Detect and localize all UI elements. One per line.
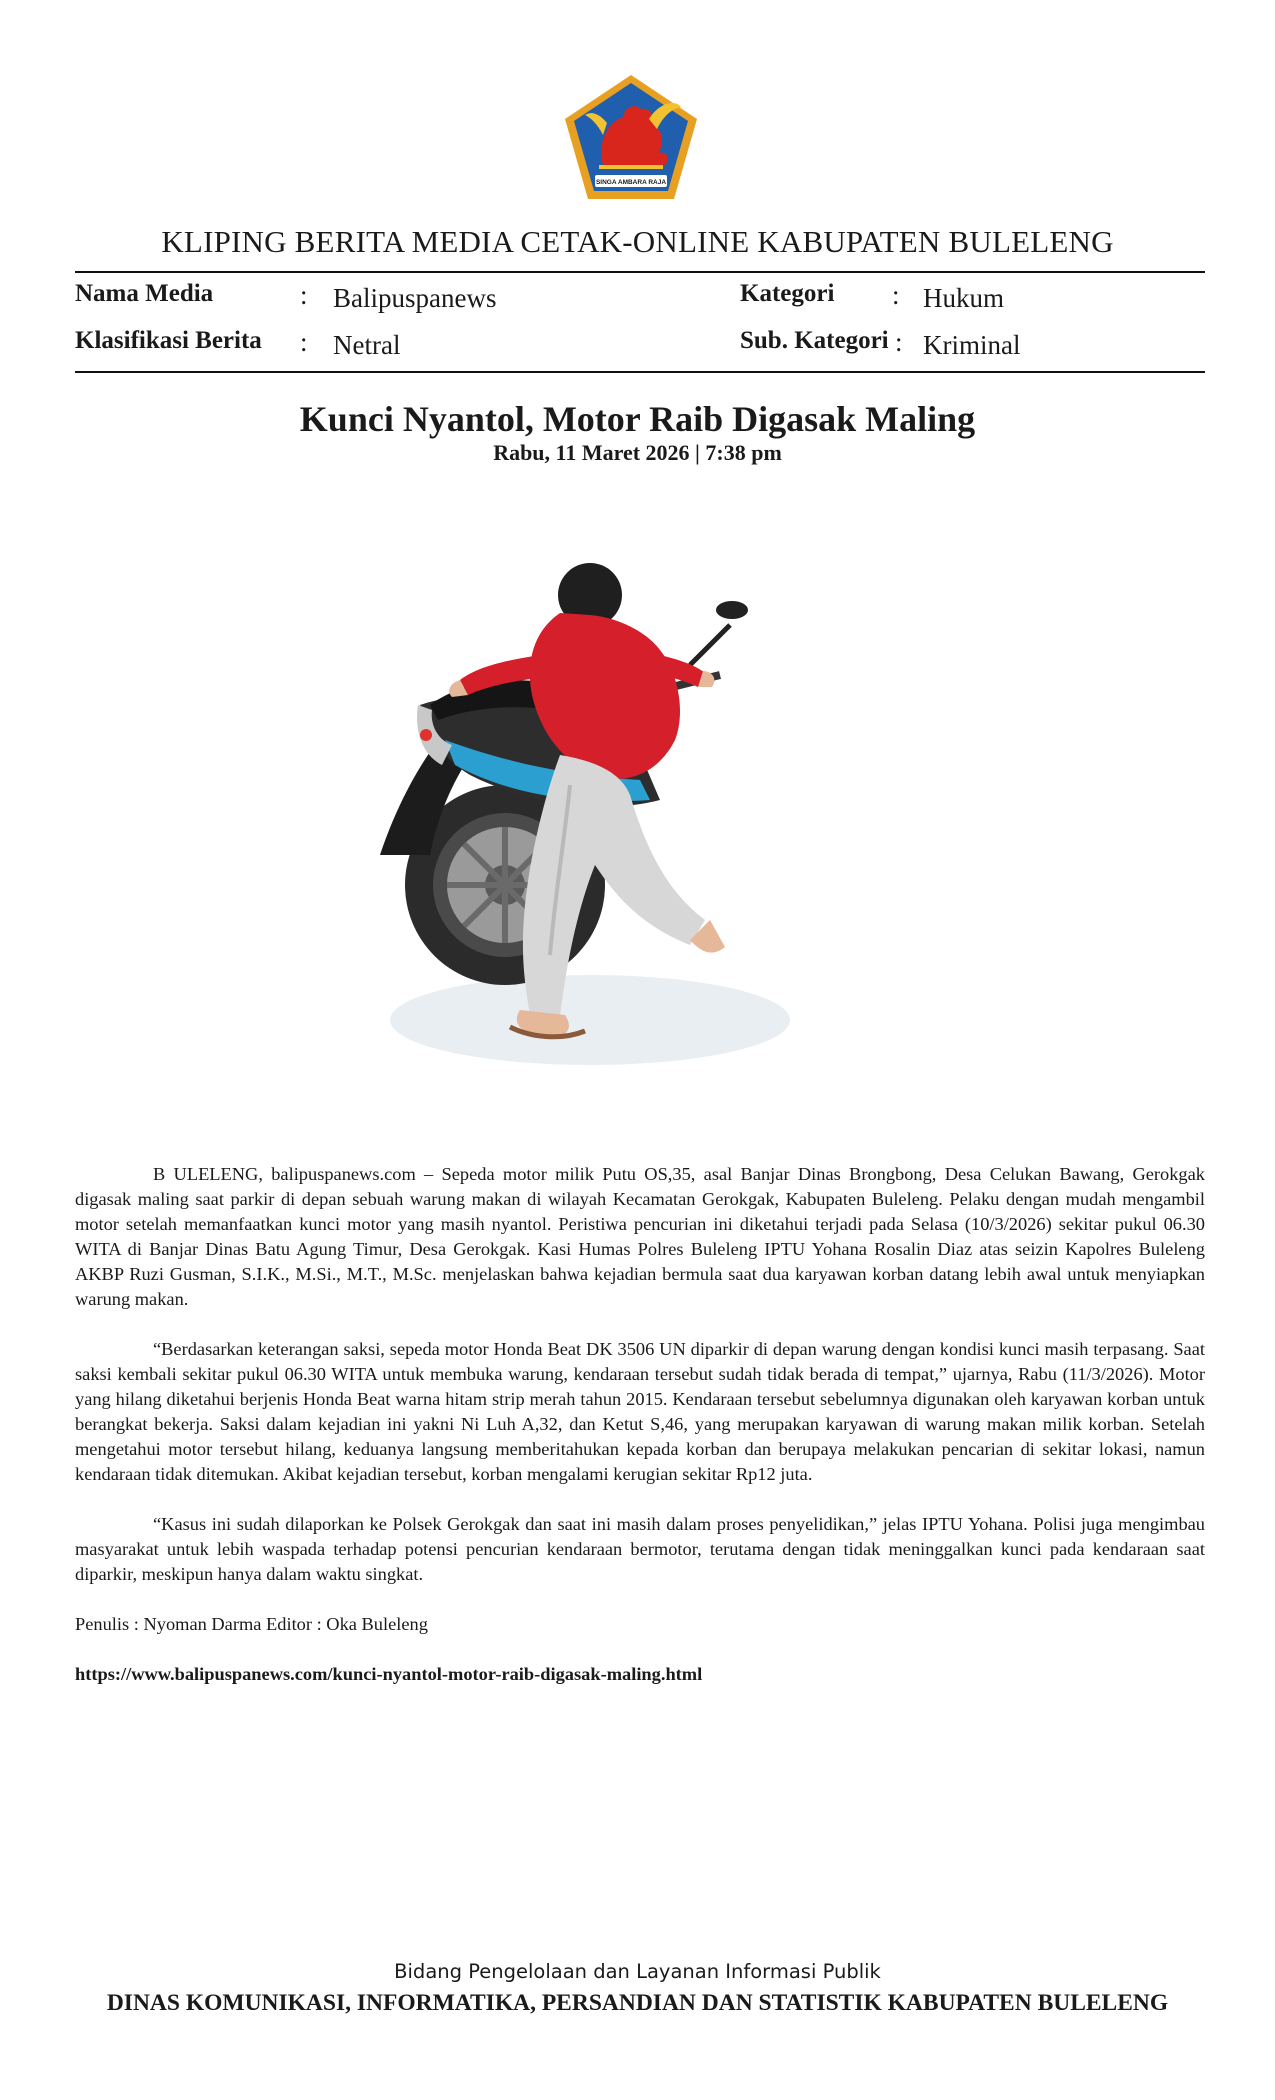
meta-label-nama-media: Nama Media (75, 280, 214, 307)
meta-label-sub-kategori: Sub. Kategori (740, 327, 889, 354)
meta-value-kategori: Hukum (923, 283, 1004, 313)
header-divider-bottom (75, 371, 1205, 373)
meta-label-klasifikasi: Klasifikasi Berita (75, 327, 262, 354)
meta-separator: : (300, 327, 308, 357)
article-credits: Penulis : Nyoman Darma Editor : Oka Buleleng (75, 1614, 428, 1634)
buleleng-emblem-logo (563, 73, 699, 201)
clipping-header-title: KLIPING BERITA MEDIA CETAK-ONLINE KABUPATEN BULELENG (161, 224, 1114, 259)
footer-agency: DINAS KOMUNIKASI, INFORMATIKA, PERSANDIAN DAN STATISTIK KABUPATEN BULELENG (106, 1990, 1169, 2016)
meta-separator: : (300, 280, 308, 310)
header-divider-top (75, 271, 1205, 273)
article-source-link[interactable]: https://www.balipuspanews.com/kunci-nyantol-motor-raib-digasak-maling.html (75, 1664, 703, 1684)
article-paragraph: “Berdasarkan keterangan saksi, sepeda motor Honda Beat DK 3506 UN diparkir di depan warung dengan kondisi kunci masih terpasang. Saat saksi kembali sekitar pukul 06.30 WITA untuk membuka warung, kendaraan tersebut sudah tidak berada di tempat,” ujarnya, Rabu (11/3/2026). Motor yang hilang diketahui berjenis Honda Beat warna hitam strip merah tahun 2015. Kendaraan tersebut sebelumnya digunakan oleh karyawan korban untuk berangkat bekerja. Saksi dalam kejadian ini yakni Ni Luh A,32, dan Ketut S,46, yang merupakan karyawan di warung makan milik korban. Setelah mengetahui motor tersebut hilang, keduanya langsung memberitahukan kepada korban dan berupaya melakukan pencarian di sekitar lokasi, namun kendaraan tidak ditemukan. Akibat kejadian tersebut, korban mengalami kerugian sekitar Rp12 juta. (75, 1339, 1205, 1484)
meta-label-kategori: Kategori (740, 280, 835, 307)
footer-division: Bidang Pengelolaan dan Layanan Informasi Publik (394, 1960, 881, 1983)
logo-motto: SINGA AMBARA RAJA (595, 179, 667, 186)
meta-value-klasifikasi: Netral (333, 330, 401, 360)
meta-separator: : (895, 327, 903, 357)
article-paragraph: B ULELENG, balipuspanews.com – Sepeda motor milik Putu OS,35, asal Banjar Dinas Brongbong, Desa Celukan Bawang, Gerokgak digasak maling saat parkir di depan sebuah warung makan di wilayah Kecamatan Gerokgak, Kabupaten Buleleng. Pelaku dengan mudah mengambil motor setelah memanfaatkan kunci motor yang masih nyantol. Peristiwa pencurian ini diketahui terjadi pada Selasa (10/3/2026) sekitar pukul 06.30 WITA di Banjar Dinas Batu Agung Timur, Desa Gerokgak. Kasi Humas Polres Buleleng IPTU Yohana Rosalin Diaz atas seizin Kapolres Buleleng AKBP Ruzi Gusman, S.I.K., M.Si., M.T., M.Sc. menjelaskan bahwa kejadian bermula saat dua karyawan korban datang lebih awal untuk menyiapkan warung makan. (75, 1164, 1205, 1309)
motorbike-theft-illustration (360, 555, 880, 1090)
article-paragraph: “Kasus ini sudah dilaporkan ke Polsek Gerokgak dan saat ini masih dalam proses penyelidikan,” jelas IPTU Yohana. Polisi juga mengimbau masyarakat untuk lebih waspada terhadap potensi pencurian kendaraan bermotor, terutama dengan tidak meninggalkan kunci pada kendaraan saat diparkir, meskipun hanya dalam waktu singkat. (75, 1514, 1205, 1584)
meta-value-sub-kategori: Kriminal (923, 330, 1021, 360)
meta-value-nama-media: Balipuspanews (333, 283, 497, 313)
article-title: Kunci Nyantol, Motor Raib Digasak Maling (299, 399, 976, 439)
article-date: Rabu, 11 Maret 2026 | 7:38 pm (493, 440, 782, 465)
meta-separator: : (892, 280, 900, 310)
article-body (75, 1162, 1205, 1712)
